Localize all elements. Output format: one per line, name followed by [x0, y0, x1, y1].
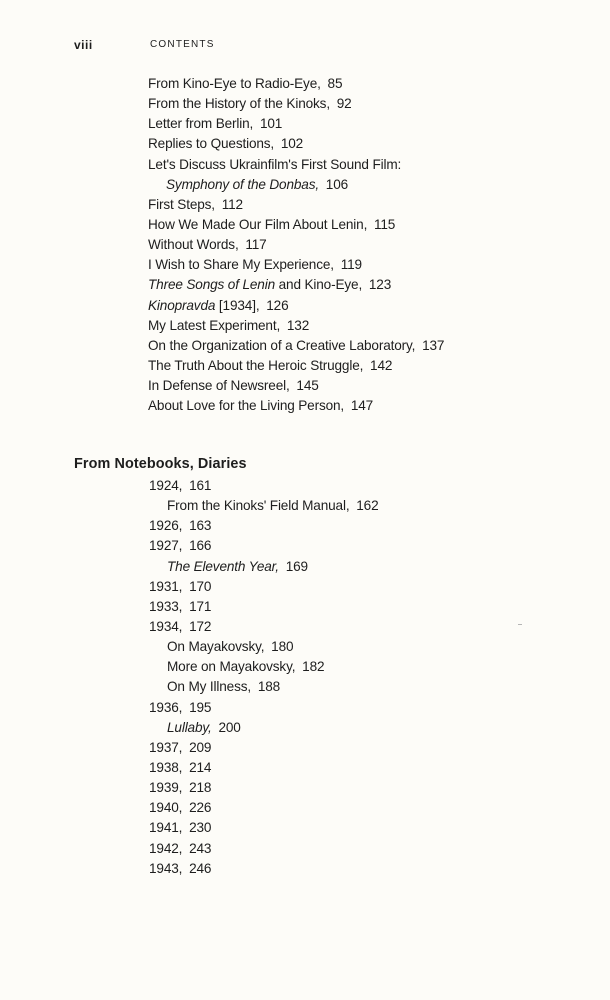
entry-title: 1933, [149, 598, 183, 614]
toc-entry [148, 134, 444, 154]
entry-page: 147 [350, 398, 374, 414]
toc-subentry [149, 617, 378, 637]
toc-subentry [149, 516, 378, 536]
toc-entry [148, 195, 444, 215]
entry-title: On My Illness, [167, 679, 252, 695]
entry-page: 180 [271, 639, 294, 655]
toc-entry [148, 114, 444, 134]
toc-subentry [149, 778, 378, 798]
entry-title-suffix: and Kino-Eye, [278, 277, 363, 293]
entry-page: 92 [336, 96, 352, 112]
toc-subentry [149, 536, 378, 556]
entry-page: 137 [422, 337, 445, 353]
entry-title: My Latest Experiment, [148, 317, 281, 333]
toc-subentry [149, 637, 378, 657]
entry-page: 126 [266, 297, 289, 313]
entry-page: 200 [218, 719, 241, 735]
entry-page: 142 [370, 357, 393, 373]
entry-page: 101 [259, 116, 283, 132]
running-head: CONTENTS [150, 39, 215, 50]
toc-subentry [149, 577, 378, 597]
toc-entry-continued [148, 175, 444, 195]
entry-page: 209 [189, 739, 212, 755]
entry-title: How We Made Our Film About Lenin, [148, 216, 368, 232]
entry-title: Let's Discuss Ukrainfilm's First Sound Film: [148, 156, 402, 172]
page-number: viii [74, 38, 93, 52]
toc-entry [148, 296, 444, 316]
entry-title: From the History of the Kinoks, [148, 96, 330, 112]
toc-entry [148, 356, 444, 376]
toc-entry [148, 316, 444, 336]
entry-page: 163 [189, 518, 212, 534]
entry-title: 1938, [149, 759, 183, 775]
toc-entry [148, 336, 444, 356]
toc-subentry [149, 738, 378, 758]
toc-entry [148, 376, 444, 396]
entry-page: 112 [221, 196, 243, 212]
entry-page: 145 [296, 378, 319, 394]
toc-entry [148, 74, 444, 94]
section-list [149, 476, 378, 879]
entry-title: From the Kinoks' Field Manual, [167, 498, 350, 514]
entry-page: 162 [356, 498, 379, 514]
entry-title: 1936, [149, 699, 183, 715]
toc-entry [148, 275, 444, 295]
entry-page: 171 [189, 598, 212, 614]
entry-page: 166 [189, 538, 212, 554]
entry-page: 230 [189, 820, 212, 836]
toc-entry [148, 255, 444, 275]
entry-title: 1941, [149, 820, 183, 836]
entry-title: Without Words, [148, 237, 239, 253]
entry-title: On the Organization of a Creative Laboratory, [148, 337, 416, 353]
toc-entry [148, 155, 444, 175]
entry-title: 1924, [149, 478, 183, 493]
entry-page: 119 [340, 257, 362, 273]
entry-title: 1934, [149, 618, 183, 634]
toc-subentry [149, 657, 378, 677]
entry-title: About Love for the Living Person, [148, 398, 345, 414]
entry-title: On Mayakovsky, [167, 639, 265, 655]
entry-title: Three Songs of Lenin [148, 277, 275, 293]
entry-title: 1926, [149, 518, 183, 534]
entry-page: 132 [286, 317, 310, 333]
entry-title: 1927, [149, 538, 183, 554]
toc-subentry [149, 798, 378, 818]
entry-title: More on Mayakovsky, [167, 659, 296, 675]
entry-page: 169 [285, 558, 308, 574]
toc-entry [148, 235, 444, 255]
toc-subentry [149, 476, 378, 496]
entry-title: 1942, [149, 840, 183, 856]
entry-page: 226 [189, 800, 212, 816]
toc-subentry [149, 718, 378, 738]
entry-page: 117 [245, 237, 267, 253]
toc-entry [148, 94, 444, 114]
entry-page: 218 [189, 780, 212, 796]
entry-page: 182 [302, 659, 325, 675]
entry-title: Letter from Berlin, [148, 116, 254, 132]
page-header [0, 38, 610, 54]
entry-title: 1937, [149, 739, 183, 755]
entry-title: Kinopravda [148, 297, 216, 313]
entry-page: 106 [325, 176, 349, 192]
entry-title: Lullaby, [167, 719, 212, 735]
toc-entry [148, 215, 444, 235]
entry-title: 1943, [149, 860, 183, 876]
toc-subentry [149, 859, 378, 879]
toc-subentry [149, 677, 378, 697]
entry-title: In Defense of Newsreel, [148, 378, 290, 394]
entry-title: 1939, [149, 780, 183, 796]
entry-page: 214 [189, 759, 212, 775]
entry-page: 123 [368, 277, 392, 293]
entry-page: 188 [257, 679, 281, 695]
entry-title: 1940, [149, 800, 183, 816]
entry-title: First Steps, [148, 196, 215, 212]
entry-page: 195 [189, 699, 212, 715]
toc-subentry [149, 839, 378, 859]
entry-page: 115 [374, 216, 396, 232]
section-heading: From Notebooks, Diaries [74, 456, 247, 472]
toc-subentry [149, 758, 378, 778]
entry-title: The Eleventh Year, [167, 558, 279, 574]
entry-page: 170 [189, 578, 212, 594]
paper-speck [518, 624, 522, 625]
entry-page: 85 [327, 76, 343, 91]
entry-page: 161 [189, 478, 212, 493]
entry-page: 246 [189, 860, 212, 876]
entry-title: From Kino-Eye to Radio-Eye, [148, 76, 321, 91]
toc-subentry [149, 496, 378, 516]
entry-title: 1931, [149, 578, 183, 594]
toc-subentry [149, 818, 378, 838]
entry-page: 102 [280, 136, 304, 152]
contents-list [148, 74, 444, 416]
toc-entry [148, 396, 444, 416]
entry-title: I Wish to Share My Experience, [148, 257, 334, 273]
toc-subentry [149, 698, 378, 718]
entry-page: 243 [189, 840, 212, 856]
entry-title: Replies to Questions, [148, 136, 275, 152]
entry-title: Symphony of the Donbas, [166, 176, 319, 192]
entry-page: 172 [189, 618, 212, 634]
toc-subentry [149, 557, 378, 577]
toc-subentry [149, 597, 378, 617]
entry-title: The Truth About the Heroic Struggle, [148, 357, 364, 373]
entry-title-suffix: [1934], [218, 297, 260, 313]
